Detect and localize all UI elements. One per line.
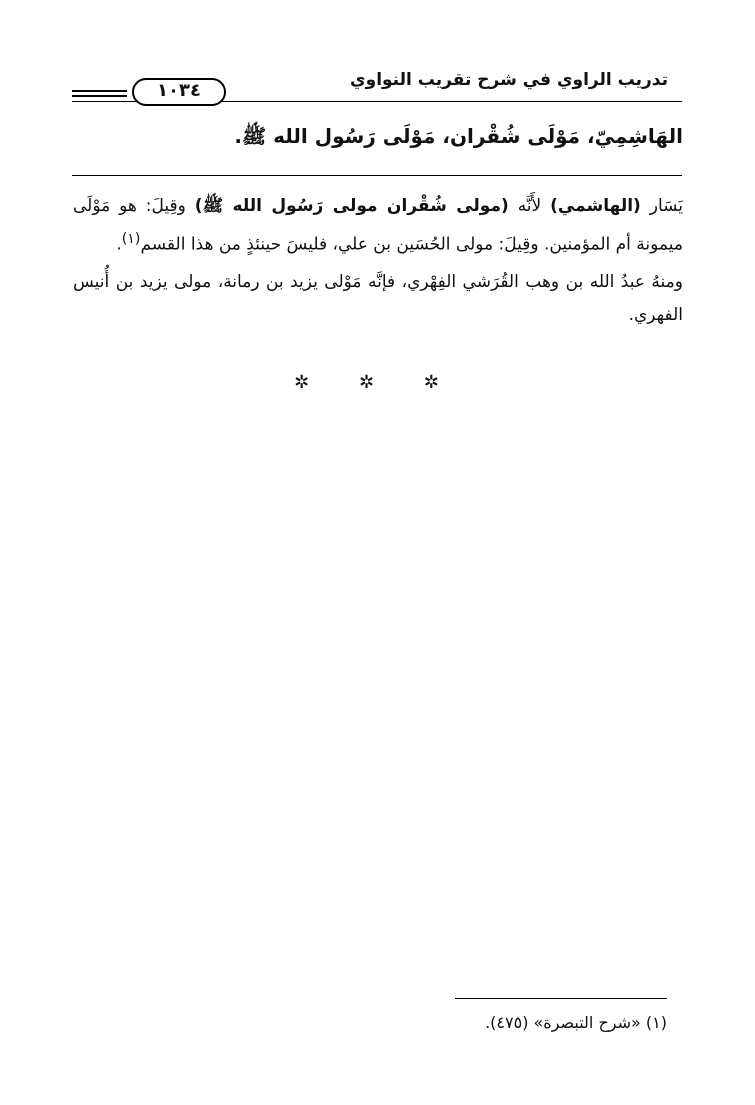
commentary-paragraph: ومنهُ عبدُ الله بن وهب القُرَشي الفِهْري، فإنَّه مَوْلى يزيد بن رمانة، مولى يزيد بن أُنيس الفهري. (73, 271, 683, 325)
quoted-matn: (مولى شُقْران مولى رَسُول الله ﷺ) (194, 196, 509, 216)
commentary-text: لأَنَّه (517, 196, 542, 216)
header-dash (72, 90, 127, 92)
footnote-ref[interactable]: (١) (121, 231, 141, 247)
commentary-text: يَسَار (649, 196, 684, 216)
commentary-text: . (116, 234, 122, 255)
matn-separator (72, 175, 682, 176)
quoted-matn: (الهاشمي) (550, 196, 641, 216)
page-header (72, 68, 682, 104)
page-number: ١٠٣٤ (132, 78, 226, 106)
commentary-text: وقِيلَ: هو مَوْلَى ميمونة أم المؤمنين. وقِيلَ: مولى الحُسَين بن علي، فليسَ حينئذٍ من هذا القسم (73, 196, 683, 255)
footnote (485, 1013, 667, 1032)
footnote-number: (١) (645, 1013, 667, 1032)
section-divider-stars: ✲ ✲ ✲ (294, 372, 461, 393)
footnote-separator (455, 998, 667, 999)
commentary-paragraph (73, 190, 683, 262)
footnote-text: «شرح التبصرة» (٤٧٥). (485, 1013, 641, 1032)
commentary (73, 190, 683, 336)
header-dash-lower (72, 95, 127, 97)
matn-text: الهَاشِمِيّ، مَوْلَى شُقْران، مَوْلَى رَسُول الله ﷺ. (234, 124, 683, 148)
running-title: تدريب الراوي في شرح تقريب النواوي (350, 70, 668, 90)
